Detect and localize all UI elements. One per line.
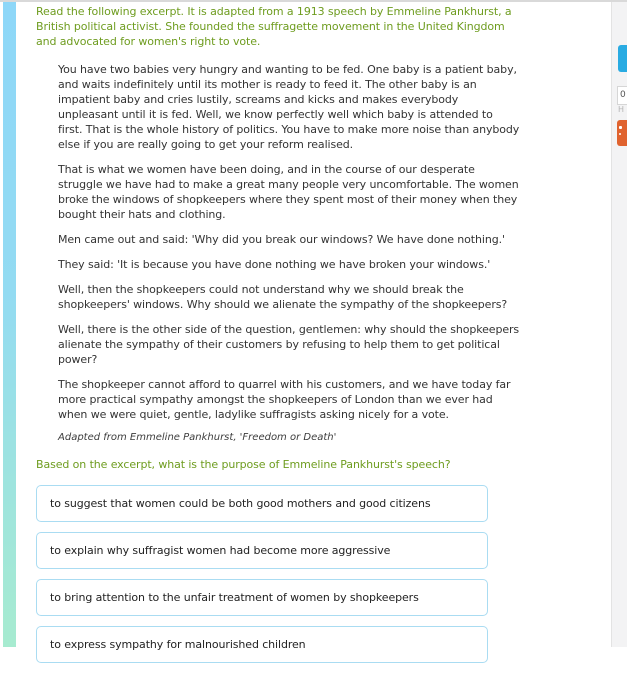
excerpt-paragraph: The shopkeeper cannot afford to quarrel with his customers, and we have today far more practical sympathy amongst the shopkeepers of London than we ever had when we were quiet, gentle, ladylike suffragists asking nicely for a vote. <box>58 378 511 421</box>
excerpt-paragraph: That is what we women have been doing, and in the course of our desperate struggle we have had to make a great many people very uncomfortable. The women broke the windows of shopkeepers where they spent most of their money when they bought their hats and clothing. <box>58 163 519 221</box>
answer-option[interactable]: to suggest that women could be both good mothers and good citizens <box>36 485 488 522</box>
excerpt-block <box>58 62 520 443</box>
sidebar-stat-value: 0 <box>617 86 627 105</box>
instruction-text: Read the following excerpt. It is adapted from a 1913 speech by Emmeline Pankhurst, a British political activist. She founded the suffragette movement in the United Kingdom and advocated for women's right to vote. <box>36 5 512 48</box>
answer-option[interactable]: to express sympathy for malnourished children <box>36 626 488 663</box>
answer-option[interactable]: to bring attention to the unfair treatment of women by shopkeepers <box>36 579 488 616</box>
question-panel <box>36 2 528 673</box>
excerpt-paragraph: Well, then the shopkeepers could not understand why we should break the shopkeepers' windows. Why should we alienate the sympathy of the shopkeepers? <box>58 283 508 311</box>
answer-options <box>36 485 488 663</box>
sidebar-stat-label: H <box>618 105 625 114</box>
excerpt-paragraph: They said: 'It is because you have done nothing we have broken your windows.' <box>58 258 491 271</box>
excerpt-paragraph: You have two babies very hungry and wanting to be fed. One baby is a patient baby, and waits indefinitely until its mother is ready to feed it. The other baby is an impatient baby and cries lustily, screams and kicks and makes everybody unpleasant until it is fed. Well, we know perfectly well which baby is attended to first. That is the whole history of politics. You have to make more noise than anybody else if you are really going to get your reform realised. <box>58 63 520 151</box>
answer-option[interactable]: to explain why suffragist women had become more aggressive <box>36 532 488 569</box>
sidebar-orange-button[interactable] <box>617 120 627 146</box>
excerpt-paragraph: Men came out and said: 'Why did you break our windows? We have done nothing.' <box>58 233 505 246</box>
sidebar-blue-button[interactable] <box>618 45 627 72</box>
left-gradient-bar <box>3 2 16 647</box>
excerpt-paragraph: Well, there is the other side of the question, gentlemen: why should the shopkeepers alienate the sympathy of their customers by refusing to help them to get political power? <box>58 323 520 366</box>
question-text: Based on the excerpt, what is the purpose of Emmeline Pankhurst's speech? <box>36 458 451 471</box>
excerpt-attribution: Adapted from Emmeline Pankhurst, 'Freedom or Death' <box>58 432 337 443</box>
orange-button-glyph <box>619 126 622 129</box>
right-sidebar <box>611 2 627 647</box>
excerpt-paragraphs <box>58 62 520 422</box>
orange-button-glyph <box>619 133 621 135</box>
